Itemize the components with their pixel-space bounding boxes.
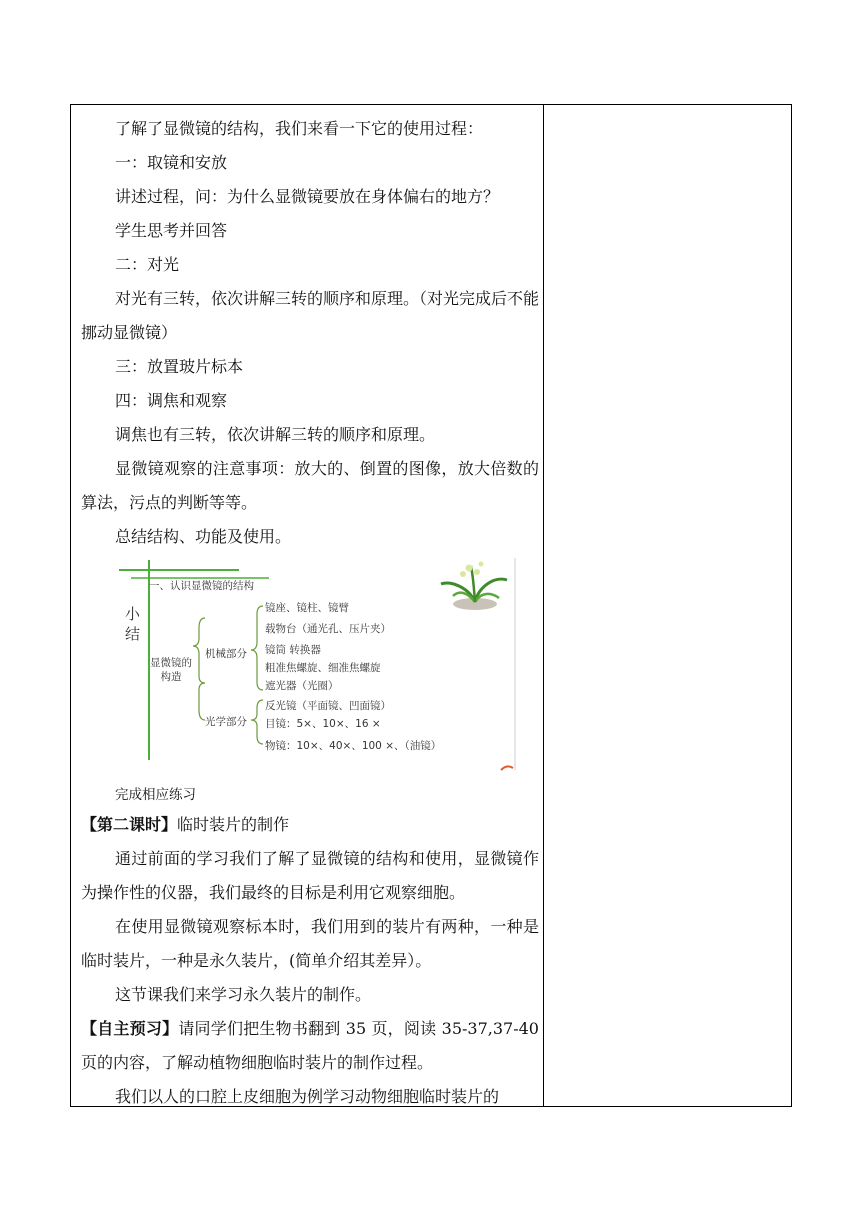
- paragraph: 对光有三转，依次讲解三转的顺序和原理。（对光完成后不能挪动显微镜）: [81, 289, 540, 342]
- preview-label: 【自主预习】: [81, 1019, 179, 1038]
- lesson-table: [70, 104, 792, 1107]
- mech-item: 镜座、镜柱、镜臂: [265, 602, 349, 614]
- column-divider: [543, 105, 544, 1106]
- step-heading: 三：放置玻片标本: [115, 357, 244, 376]
- mech-item: 粗准焦螺旋、细准焦螺旋: [265, 662, 381, 674]
- mech-item: 载物台（通光孔、压片夹）: [265, 623, 391, 635]
- opt-item: 目镜：5×、10×、16 ×: [265, 718, 381, 730]
- lesson-label: 【第二课时】: [81, 815, 178, 834]
- plant-illustration: [441, 562, 507, 611]
- paragraph: 讲述过程，问：为什么显微镜要放在身体偏右的地方？: [115, 187, 500, 206]
- optical-part-label: 光学部分: [205, 716, 247, 728]
- lesson-content-cell: [81, 112, 539, 1114]
- microscope-structure-summary-figure: [119, 558, 519, 780]
- paragraph: 这节课我们来学习永久装片的制作。: [115, 985, 372, 1004]
- optical-brace: [251, 700, 263, 744]
- paragraph: 我们以人的口腔上皮细胞为例学习动物细胞临时装片的: [115, 1087, 500, 1106]
- figure-root-label: 显微镜的构造: [150, 657, 192, 683]
- orange-mark: [501, 766, 513, 770]
- paragraph: 学生思考并回答: [115, 221, 228, 240]
- opt-item: 反光镜（平面镜、凹面镜）: [265, 700, 391, 712]
- figure-side-label: 小结: [125, 605, 141, 643]
- mechanical-part-label: 机械部分: [205, 648, 247, 660]
- root-brace: [193, 618, 205, 683]
- paragraph: 了解了显微镜的结构，我们来看一下它的使用过程：: [115, 119, 484, 138]
- opt-item: 物镜：10×、40×、100 ×、（油镜）: [265, 740, 442, 752]
- step-heading: 四：调焦和观察: [115, 391, 228, 410]
- mech-item: 遮光器（光圈）: [265, 680, 339, 692]
- step-heading: 一：取镜和安放: [115, 153, 228, 172]
- figure-title: 一、认识显微镜的结构: [149, 580, 254, 592]
- paragraph: 通过前面的学习我们了解了显微镜的结构和使用，显微镜作为操作性的仪器，我们最终的目标是利用它观察细胞。: [81, 849, 539, 902]
- step-heading: 二：对光: [115, 255, 180, 274]
- mechanical-brace: [251, 606, 263, 690]
- preview-paragraph: [81, 1012, 539, 1080]
- lesson-heading: [81, 808, 539, 842]
- paragraph: 调焦也有三转，依次讲解三转的顺序和原理。: [115, 425, 436, 444]
- figure-caption: 完成相应练习: [115, 787, 196, 803]
- paragraph: 总结结构、功能及使用。: [115, 527, 292, 546]
- paragraph: 显微镜观察的注意事项：放大的、倒置的图像，放大倍数的算法，污点的判断等等。: [81, 459, 539, 512]
- paragraph: 在使用显微镜观察标本时，我们用到的装片有两种，一种是临时装片，一种是永久装片，(简单介绍其差异）。: [81, 917, 539, 970]
- lesson-title: 临时装片的制作: [177, 815, 290, 834]
- preview-text: 请同学们把生物书翻到 35 页，阅读 35-37,37-40 页的内容，了解动植物细胞临时装片的制作过程。: [81, 1019, 539, 1072]
- mech-item: 镜筒 转换器: [265, 644, 321, 656]
